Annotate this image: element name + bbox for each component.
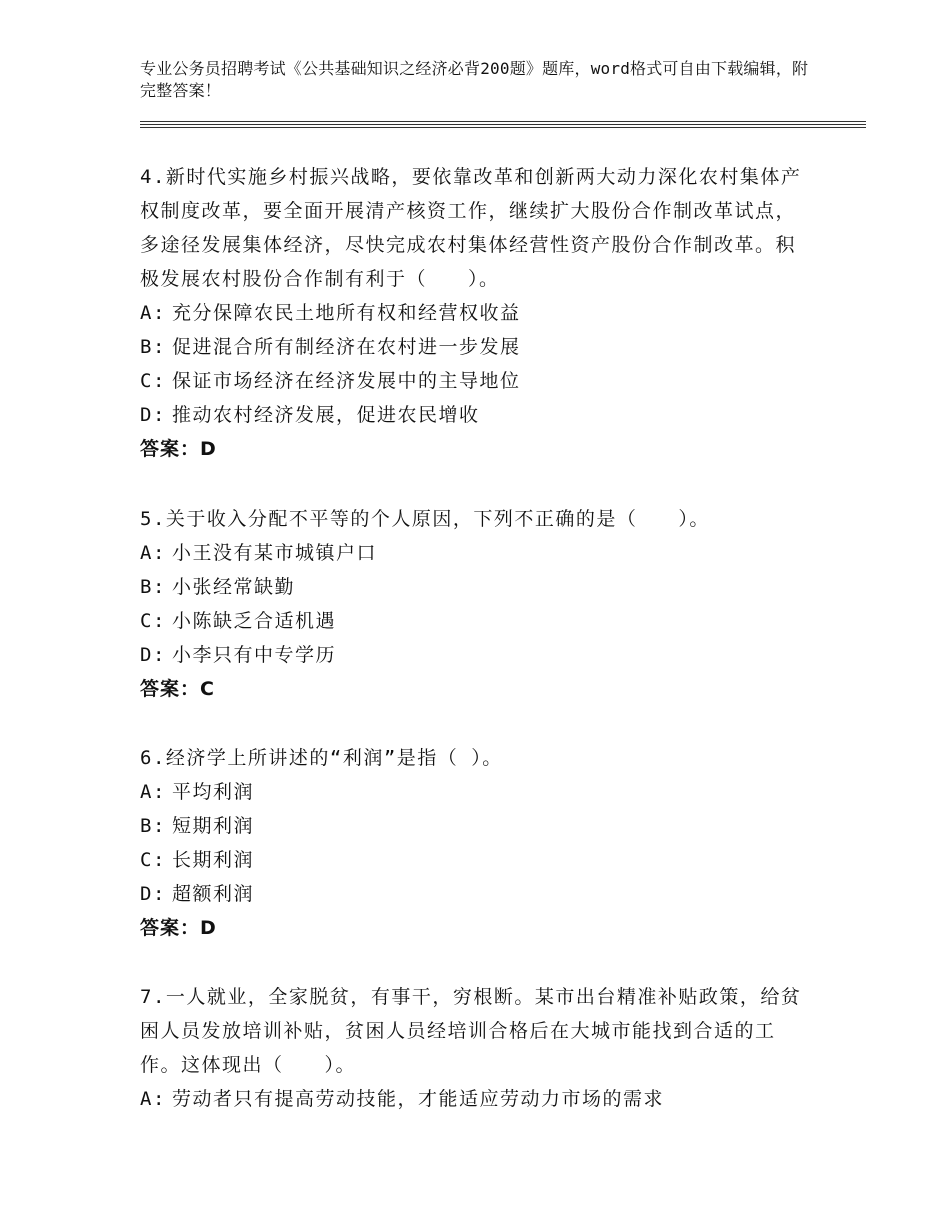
answer-label: 答案：C (140, 678, 215, 700)
option-text: 小张经常缺勤 (172, 576, 296, 598)
option-c (140, 364, 810, 398)
option-text: 小陈缺乏合适机遇 (172, 610, 337, 632)
option-text: 小王没有某市城镇户口 (172, 542, 378, 564)
option-text: 小李只有中专学历 (172, 644, 337, 666)
option-b (140, 570, 810, 604)
option-letter: C: (140, 370, 166, 392)
option-a (140, 1082, 810, 1116)
option-text: 长期利润 (172, 849, 255, 871)
option-text: 推动农村经济发展，促进农民增收 (172, 404, 480, 426)
header-divider (140, 124, 866, 125)
option-letter: C: (140, 849, 166, 871)
option-d (140, 638, 810, 672)
option-d (140, 877, 810, 911)
option-letter: D: (140, 404, 166, 426)
option-letter: B: (140, 576, 166, 598)
header-divider (140, 127, 866, 128)
question-stem: 7.一人就业，全家脱贫，有事干，穷根断。某市出台精准补贴政策，给贫困人员发放培训补贴，贫困人员经培训合格后在大城市能找到合适的工作。这体现出（ ）。 (140, 986, 802, 1076)
option-text: 超额利润 (172, 883, 255, 905)
option-letter: B: (140, 815, 166, 837)
answer-label: 答案：D (140, 917, 217, 939)
question-5 (140, 502, 810, 706)
option-a (140, 296, 810, 330)
option-letter: A: (140, 781, 166, 803)
option-letter: C: (140, 610, 166, 632)
option-letter: B: (140, 336, 166, 358)
option-a (140, 536, 810, 570)
header-divider (140, 121, 866, 122)
option-text: 充分保障农民土地所有权和经营权收益 (172, 302, 521, 324)
question-6 (140, 741, 810, 945)
option-d (140, 398, 810, 432)
option-b (140, 809, 810, 843)
question-stem: 4.新时代实施乡村振兴战略，要依靠改革和创新两大动力深化农村集体产权制度改革，要全面开展清产核资工作，继续扩大股份合作制改革试点，多途径发展集体经济，尽快完成农村集体经营性资产股份合作制改革。积极发展农村股份合作制有利于（ ）。 (140, 166, 802, 290)
option-text: 保证市场经济在经济发展中的主导地位 (172, 370, 521, 392)
option-text: 平均利润 (172, 781, 255, 803)
option-a (140, 775, 810, 809)
question-stem: 5.关于收入分配不平等的个人原因，下列不正确的是（ ）。 (140, 508, 710, 530)
option-letter: A: (140, 1088, 166, 1110)
option-c (140, 604, 810, 638)
option-b (140, 330, 810, 364)
option-text: 促进混合所有制经济在农村进一步发展 (172, 336, 521, 358)
option-text: 短期利润 (172, 815, 255, 837)
question-4 (140, 160, 810, 466)
answer-label: 答案：D (140, 438, 217, 460)
option-letter: D: (140, 644, 166, 666)
question-7 (140, 980, 810, 1116)
option-c (140, 843, 810, 877)
question-stem: 6.经济学上所讲述的“利润”是指（ ）。 (140, 747, 503, 769)
document-header: 专业公务员招聘考试《公共基础知识之经济必背200题》题库，word格式可自由下载编辑，附完整答案！ (140, 59, 809, 100)
option-text: 劳动者只有提高劳动技能，才能适应劳动力市场的需求 (172, 1088, 665, 1110)
option-letter: A: (140, 542, 166, 564)
option-letter: D: (140, 883, 166, 905)
option-letter: A: (140, 302, 166, 324)
